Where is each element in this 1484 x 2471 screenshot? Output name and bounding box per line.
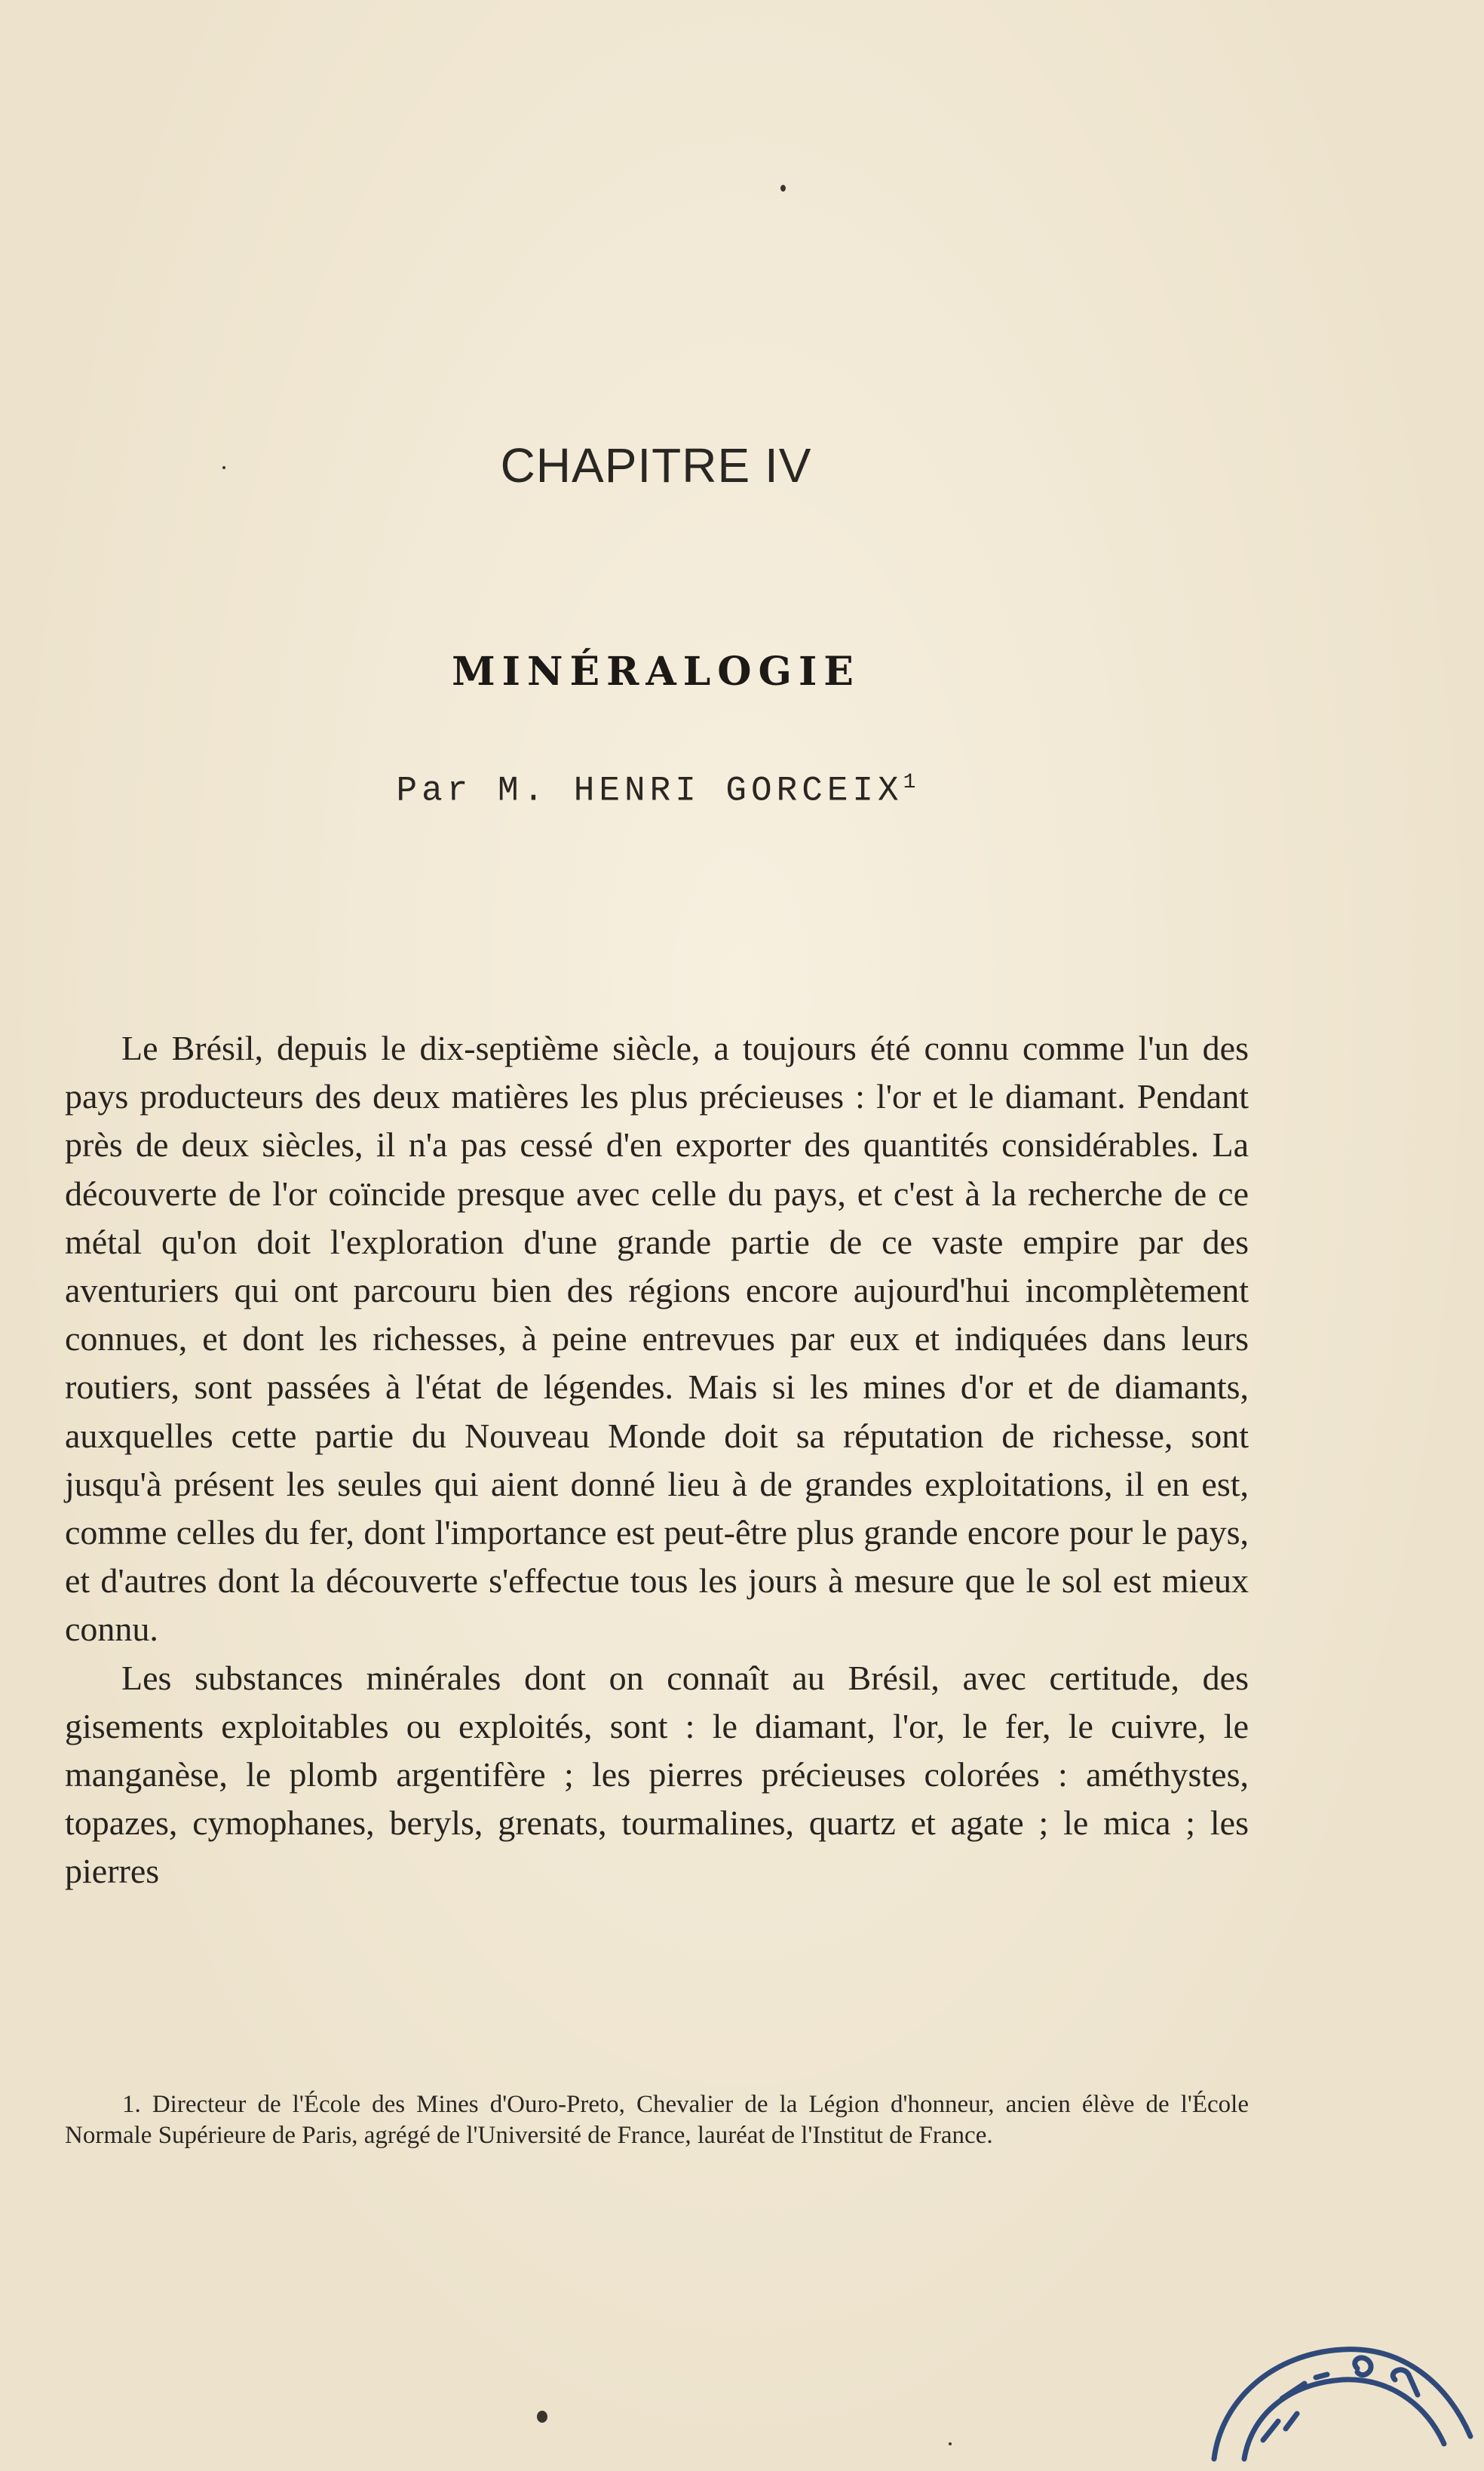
paragraph-1: Le Brésil, depuis le dix-septième siècle, a toujours été connu comme l'un des pays producteurs des deux matières les plus précieuses : l'or et le diamant. Pendant près de deux siècles, il n'a pas cessé d'en exporter des quantités considérables. La découverte de l'or coïncide presque avec celle du pays, et c'est à la recherche de ce métal qu'on doit l'exploration d'une grande partie de ce vaste empire par des aventuriers qui ont parcouru bien des régions encore aujourd'hui incomplètement connues, et dont les richesses, à peine entrevues par eux et indiquées dans leurs routiers, sont passées à l'état de légendes. Mais si les mines d'or et de diamants, auxquelles cette partie du Nouveau Monde doit sa réputation de richesse, sont jusqu'à présent les seules qui aient donné lieu à de grandes exploitations, il en est, comme celles du fer, dont l'importance est peut-être plus grande encore pour le pays, et d'autres dont la découverte s'effectue tous les jours à mesure que le sol est mieux connu.: [65, 1029, 1249, 1649]
paragraph-2: Les substances minérales dont on connaît au Brésil, avec certitude, des gisements exploitables ou exploités, sont : le diamant, l'or, le fer, le cuivre, le manganèse, le plomb argentifère ; les pierres précieuses colorées : améthystes, topazes, cymophanes, beryls, grenats, tourmalines, quartz et agate ; le mica ; les pierres: [65, 1658, 1249, 1891]
stamp-mark: [1282, 2374, 1327, 2399]
stamp-ring-outer: [1214, 2350, 1470, 2459]
chapter-heading: CHAPITRE IV: [500, 438, 812, 493]
footnote-marker: 1: [903, 771, 916, 794]
stamp-mark: [1355, 2358, 1371, 2375]
footnote: [65, 2089, 1249, 2151]
author-name: Par M. HENRI GORCEIX: [396, 771, 903, 811]
section-title: MINÉRALOGIE: [452, 649, 860, 695]
footnote-text: 1. Directeur de l'École des Mines d'Ouro-Preto, Chevalier de la Légion d'honneur, ancien élève de l'École Normale Supérieure de Paris, agrégé de l'Université de France, lauréat de l'Institut de France.: [65, 2091, 1249, 2149]
library-stamp: [1191, 2308, 1478, 2471]
print-speck: [780, 185, 786, 192]
body-text: [65, 1024, 1249, 1896]
stamp-mark: [1263, 2414, 1297, 2440]
print-speck: [537, 2411, 547, 2423]
author-line: [0, 771, 1312, 810]
print-speck: [949, 2442, 952, 2445]
